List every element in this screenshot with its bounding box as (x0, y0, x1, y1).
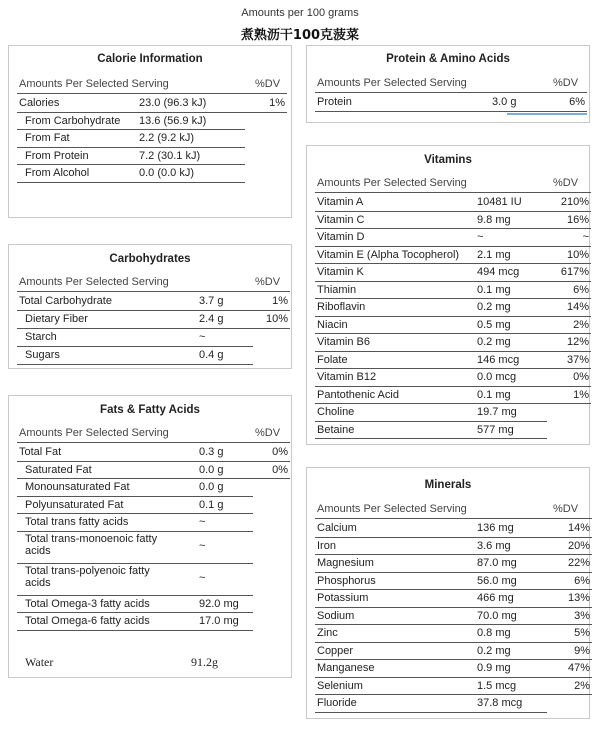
nutrient-amount: 136 mg (477, 522, 514, 534)
fats-row-total-trans-monoenoic-fatty-acids (17, 532, 290, 564)
nutrient-amount: ~ (477, 231, 484, 243)
nutrient-name: Niacin (317, 318, 348, 331)
fats-row-polyunsaturated-fat (17, 497, 290, 515)
nutrient-name: From Alcohol (25, 167, 90, 179)
minerals-row-calcium (315, 520, 592, 538)
nutrient-amount: 2.2 (9.2 kJ) (139, 132, 195, 144)
nutrient-amount: 0.2 mg (477, 644, 511, 657)
nutrient-name: From Carbohydrate (25, 114, 121, 127)
minerals-row-copper (315, 643, 592, 661)
nutrient-dv: 20% (567, 539, 590, 552)
nutrient-amount: 0.0 (0.0 kJ) (139, 167, 195, 179)
nutrient-dv: 210% (560, 196, 589, 208)
minerals-panel (306, 467, 590, 719)
carbs-row-total-carbohydrate (17, 293, 290, 311)
nutrient-dv: 13% (567, 592, 590, 604)
nutrient-name: Total Carbohydrate (19, 295, 112, 307)
nutrient-dv: 1% (272, 295, 288, 307)
nutrient-dv: 47% (567, 662, 590, 674)
nutrient-name: Sugars (25, 349, 60, 361)
nutrient-amount: 19.7 mg (477, 406, 517, 418)
nutrient-name: Dietary Fiber (25, 313, 88, 325)
nutrient-amount: 3.0 g (492, 96, 517, 108)
nutrient-dv: 6% (574, 574, 590, 587)
nutrient-dv: 12% (566, 336, 589, 348)
nutrient-name: Selenium (317, 679, 363, 692)
nutrient-name: Manganese (317, 662, 375, 674)
nutrient-name: Magnesium (317, 557, 374, 569)
nutrient-name: Sodium (317, 609, 355, 622)
nutrient-amount: ~ (199, 331, 206, 343)
calorie-row-from-carbohydrate (17, 113, 287, 131)
nutrient-name: Betaine (317, 423, 355, 436)
nutrient-name: Calories (19, 97, 60, 109)
nutrient-name: Fluoride (317, 697, 357, 709)
amount-basis-label: Amounts per 100 grams (241, 7, 359, 19)
nutrient-dv: 10% (265, 313, 288, 325)
dv-column-header: %DV (553, 177, 579, 189)
minerals-row-sodium (315, 608, 592, 626)
nutrient-amount: ~ (199, 539, 206, 552)
nutrient-amount: 23.0 (96.3 kJ) (139, 97, 207, 109)
nutrient-name: Total Fat (19, 446, 62, 458)
nutrient-name: Vitamin D (317, 231, 365, 243)
vitamins-section-title: Vitamins (424, 154, 472, 166)
nutrient-amount: 7.2 (30.1 kJ) (139, 149, 201, 162)
nutrient-amount: 494 mcg (477, 266, 520, 278)
nutrient-name: Total trans fatty acids (25, 516, 129, 528)
fats-row-total-trans-fatty-acids (17, 514, 290, 532)
nutrient-amount: 0.5 mg (477, 318, 511, 331)
nutrient-amount: 0.0 g (199, 481, 224, 493)
nutrient-amount: 1.5 mcg (477, 679, 517, 692)
minerals-row-magnesium (315, 555, 592, 573)
vitamins-row-vitamin-a (315, 194, 591, 212)
vitamins-row-vitamin-b6 (315, 334, 591, 352)
nutrient-amount: ~ (199, 571, 206, 584)
nutrient-dv: 14% (567, 522, 590, 534)
nutrient-name: Starch (25, 331, 57, 343)
minerals-row-phosphorus (315, 573, 592, 591)
nutrient-name: Vitamin K (317, 266, 364, 278)
nutrient-dv: 1% (573, 388, 589, 401)
calorie-information-panel (8, 45, 292, 218)
minerals-row-manganese (315, 660, 592, 678)
nutrient-dv: 37% (566, 353, 589, 366)
carbs-row-starch (17, 329, 290, 347)
vitamins-row-vitamin-d (315, 229, 591, 247)
nutrient-amount: 0.2 mg (477, 336, 511, 348)
calorie-section-title: Calorie Information (97, 53, 203, 65)
nutrient-name: Vitamin A (317, 196, 364, 208)
nutrient-amount: 577 mg (477, 423, 514, 436)
dv-column-header: %DV (553, 77, 579, 89)
nutrient-name: Total trans-monoenoic fatty acids (25, 532, 158, 557)
vitamins-row-thiamin (315, 282, 591, 300)
amounts-per-serving-label: Amounts Per Selected Serving (317, 177, 467, 189)
calorie-row-from-fat (17, 130, 287, 148)
nutrient-name: Choline (317, 406, 355, 418)
nutrient-dv: 2% (574, 679, 590, 692)
fats-section-title: Fats & Fatty Acids (100, 404, 200, 416)
carbs-row-dietary-fiber (17, 311, 290, 329)
nutrient-name: Vitamin B12 (317, 371, 377, 383)
protein-section-title: Protein & Amino Acids (386, 53, 510, 65)
nutrient-dv: 2% (573, 318, 589, 331)
nutrient-dv: 6% (573, 283, 589, 296)
fats-row-total-trans-polyenoic-fatty-acids (17, 564, 290, 596)
nutrient-amount: 466 mg (477, 592, 514, 604)
nutrient-amount: 0.9 mg (477, 662, 511, 674)
nutrient-amount: 37.8 mcg (477, 697, 523, 709)
nutrient-amount: 56.0 mg (477, 574, 517, 587)
calorie-row-from-protein (17, 148, 287, 166)
vitamins-row-vitamin-b12 (315, 369, 591, 387)
nutrient-name: Polyunsaturated Fat (25, 498, 124, 511)
dv-column-header: %DV (553, 503, 579, 515)
nutrient-dv: 9% (574, 644, 590, 657)
nutrient-name: Total trans-polyenoic fatty acids (25, 564, 150, 589)
nutrient-amount: 13.6 (56.9 kJ) (139, 114, 207, 127)
fats-row-saturated-fat (17, 462, 290, 480)
amounts-per-serving-label: Amounts Per Selected Serving (19, 276, 169, 288)
nutrient-dv: ~ (582, 231, 589, 243)
nutrient-amount: 0.8 mg (477, 627, 511, 639)
protein-row-protein (315, 94, 587, 112)
fats-row-total-omega-6-fatty-acids (17, 613, 290, 631)
nutrient-dv: 10% (566, 248, 589, 261)
nutrient-name: Riboflavin (317, 301, 366, 313)
nutrient-name: Calcium (317, 522, 357, 534)
fats-row-monounsaturated-fat (17, 479, 290, 497)
vitamins-row-niacin (315, 317, 591, 335)
nutrient-name: Total Omega-3 fatty acids (25, 597, 150, 610)
nutrient-name: Zinc (317, 627, 338, 639)
nutrient-name: Potassium (317, 592, 369, 604)
nutrient-amount: 2.1 mg (477, 248, 511, 261)
nutrient-dv: 0% (573, 371, 589, 383)
nutrient-amount: 2.4 g (199, 313, 224, 325)
nutrient-name: Vitamin C (317, 213, 365, 226)
vitamins-panel (306, 145, 590, 445)
amounts-per-serving-label: Amounts Per Selected Serving (317, 77, 467, 89)
nutrient-amount: 9.8 mg (477, 213, 511, 226)
carbs-section-title: Carbohydrates (109, 253, 191, 265)
nutrient-dv: 5% (574, 627, 590, 639)
nutrient-amount: 0.0 g (199, 463, 224, 476)
fats-row-total-fat (17, 444, 290, 462)
nutrient-name: Thiamin (317, 283, 357, 296)
minerals-row-zinc (315, 625, 592, 643)
water-row (25, 653, 275, 670)
nutrient-amount: 0.4 g (199, 349, 224, 361)
nutrient-dv: 3% (574, 609, 590, 622)
nutrient-amount: 0.1 mg (477, 283, 511, 296)
nutrient-amount: 0.0 mcg (477, 371, 517, 383)
minerals-section-title: Minerals (424, 479, 472, 491)
dv-column-header: %DV (255, 78, 281, 90)
minerals-row-fluoride (315, 695, 592, 713)
nutrient-amount: 0.2 mg (477, 301, 511, 313)
protein-amino-acids-panel (306, 45, 590, 123)
nutrient-dv: 1% (269, 97, 285, 109)
nutrient-name: Monounsaturated Fat (25, 481, 130, 493)
fats-fatty-acids-panel (8, 395, 292, 678)
nutrient-name: Protein (317, 96, 352, 108)
vitamins-row-choline (315, 404, 591, 422)
vitamins-row-vitamin-e-alpha-tocopherol (315, 247, 591, 265)
nutrient-dv: 16% (566, 213, 589, 226)
nutrient-name: Saturated Fat (25, 463, 92, 476)
nutrient-amount: 3.6 mg (477, 539, 511, 552)
amounts-per-serving-label: Amounts Per Selected Serving (19, 78, 169, 90)
amounts-per-serving-label: Amounts Per Selected Serving (19, 427, 169, 439)
nutrient-name: Pantothenic Acid (317, 388, 399, 401)
nutrient-dv: 22% (567, 557, 590, 569)
nutrient-amount: 0.1 mg (477, 388, 511, 401)
carbohydrates-panel (8, 244, 292, 369)
calorie-row-calories (17, 95, 287, 113)
nutrient-amount: 70.0 mg (477, 609, 517, 622)
water-value: 91.2g (191, 654, 218, 669)
nutrient-name: Copper (317, 644, 354, 657)
amounts-per-serving-label: Amounts Per Selected Serving (317, 503, 467, 515)
minerals-row-iron (315, 538, 592, 556)
nutrient-amount: 3.7 g (199, 295, 224, 307)
nutrient-name: Folate (317, 353, 348, 366)
vitamins-row-vitamin-k (315, 264, 591, 282)
nutrient-amount: 17.0 mg (199, 615, 239, 627)
nutrient-name: From Fat (25, 132, 70, 144)
dv-column-header: %DV (255, 276, 281, 288)
nutrient-amount: 0.1 g (199, 498, 224, 511)
nutrient-name: Vitamin E (Alpha Tocopherol) (317, 248, 460, 261)
nutrient-amount: 0.3 g (199, 446, 224, 458)
nutrient-amount: 146 mcg (477, 353, 520, 366)
water-label: Water (25, 654, 54, 669)
nutrient-dv: 617% (560, 266, 589, 278)
nutrient-name: From Protein (25, 149, 89, 162)
vitamins-row-folate (315, 352, 591, 370)
nutrient-amount: 92.0 mg (199, 597, 239, 610)
nutrient-name: Vitamin B6 (317, 336, 370, 348)
vitamins-row-betaine (315, 422, 591, 440)
nutrient-amount: 10481 IU (477, 196, 522, 208)
nutrient-amount: ~ (199, 516, 206, 528)
dv-column-header: %DV (255, 427, 281, 439)
nutrient-amount: 87.0 mg (477, 557, 517, 569)
nutrient-name: Phosphorus (317, 574, 376, 587)
nutrient-dv: 14% (566, 301, 589, 313)
carbs-row-sugars (17, 347, 290, 365)
vitamins-row-riboflavin (315, 299, 591, 317)
nutrient-dv: 0% (272, 446, 288, 458)
fats-row-total-omega-3-fatty-acids (17, 596, 290, 614)
nutrient-name: Iron (317, 539, 336, 552)
page-title: 煮熟沥干100克菠菜 (240, 28, 360, 43)
calorie-row-from-alcohol (17, 165, 287, 183)
minerals-row-potassium (315, 590, 592, 608)
vitamins-row-pantothenic-acid (315, 387, 591, 405)
nutrient-dv: 0% (272, 463, 288, 476)
nutrient-name: Total Omega-6 fatty acids (25, 615, 150, 627)
minerals-row-selenium (315, 678, 592, 696)
nutrient-dv: 6% (569, 96, 585, 108)
vitamins-row-vitamin-c (315, 212, 591, 230)
